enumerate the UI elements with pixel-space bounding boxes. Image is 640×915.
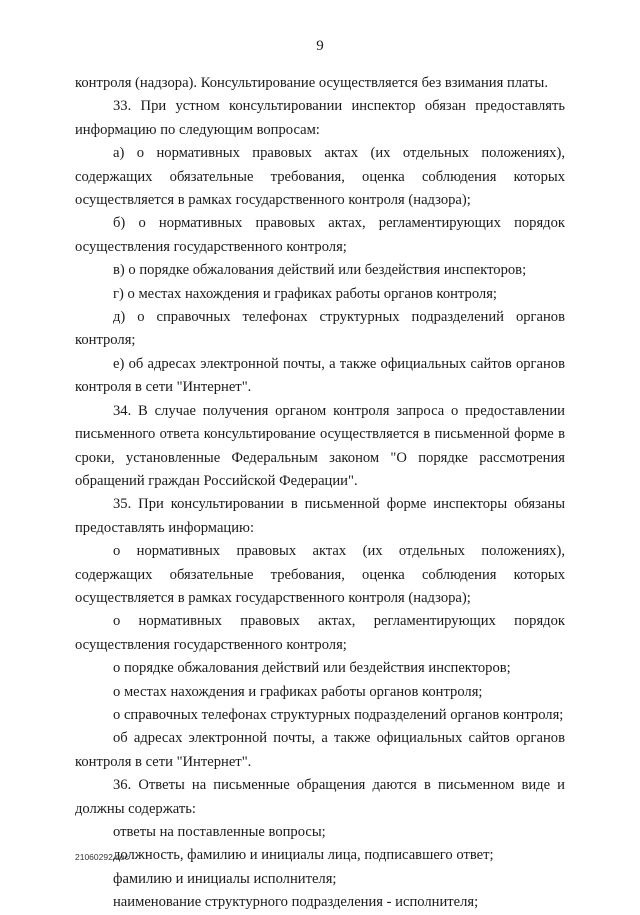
list-item-35-1: о нормативных правовых актах (их отдельных положениях), содержащих обязательные требования, оценка соблюдения которых осуществляется в рамках государственного контроля (надзора);	[75, 543, 565, 606]
list-item-35-5: о справочных телефонах структурных подразделений органов контроля;	[113, 706, 564, 723]
list-item-36-2: должность, фамилию и инициалы лица, подписавшего ответ;	[113, 847, 494, 864]
document-body	[75, 72, 565, 915]
paragraph-clause-36: 36. Ответы на письменные обращения даются в письменном виде и должны содержать:	[75, 777, 565, 817]
page-number: 9	[316, 38, 324, 54]
document-filename: 21060292.doc	[75, 852, 129, 862]
list-item-36-4: наименование структурного подразделения - исполнителя;	[113, 894, 479, 911]
list-item-35-6: об адресах электронной почты, а также официальных сайтов органов контроля в сети "Интернет".	[75, 730, 565, 770]
paragraph-clause-33: 33. При устном консультировании инспектор обязан предоставлять информацию по следующим вопросам:	[75, 98, 565, 138]
paragraph-clause-34: 34. В случае получения органом контроля запроса о предоставлении письменного ответа консультирование осуществляется в письменной форме в сроки, установленные Федеральным законом "О порядке рассмотрения обращений граждан Российской Федерации".	[75, 402, 565, 489]
list-item-v: в) о порядке обжалования действий или бездействия инспекторов;	[113, 262, 527, 279]
list-item-35-3: о порядке обжалования действий или бездействия инспекторов;	[113, 660, 511, 677]
list-item-a: а) о нормативных правовых актах (их отдельных положениях), содержащих обязательные требования, оценка соблюдения которых осуществляется в рамках государственного контроля (надзора);	[75, 145, 565, 209]
list-item-b: б) о нормативных правовых актах, регламентирующих порядок осуществления государственного контроля;	[75, 215, 565, 255]
list-item-g: г) о местах нахождения и графиках работы органов контроля;	[113, 285, 497, 302]
list-item-d: д) о справочных телефонах структурных подразделений органов контроля;	[75, 309, 565, 349]
list-item-36-1: ответы на поставленные вопросы;	[113, 824, 326, 840]
paragraph-continuation: контроля (надзора). Консультирование осуществляется без взимания платы.	[75, 75, 548, 91]
list-item-35-2: о нормативных правовых актах, регламентирующих порядок осуществления государственного контроля;	[75, 613, 565, 653]
list-item-e: е) об адресах электронной почты, а также официальных сайтов органов контроля в сети "Интернет".	[75, 355, 565, 396]
list-item-35-4: о местах нахождения и графиках работы органов контроля;	[113, 683, 483, 700]
list-item-36-3: фамилию и инициалы исполнителя;	[113, 870, 337, 887]
paragraph-clause-35: 35. При консультировании в письменной форме инспекторы обязаны предоставлять информацию:	[75, 496, 565, 536]
